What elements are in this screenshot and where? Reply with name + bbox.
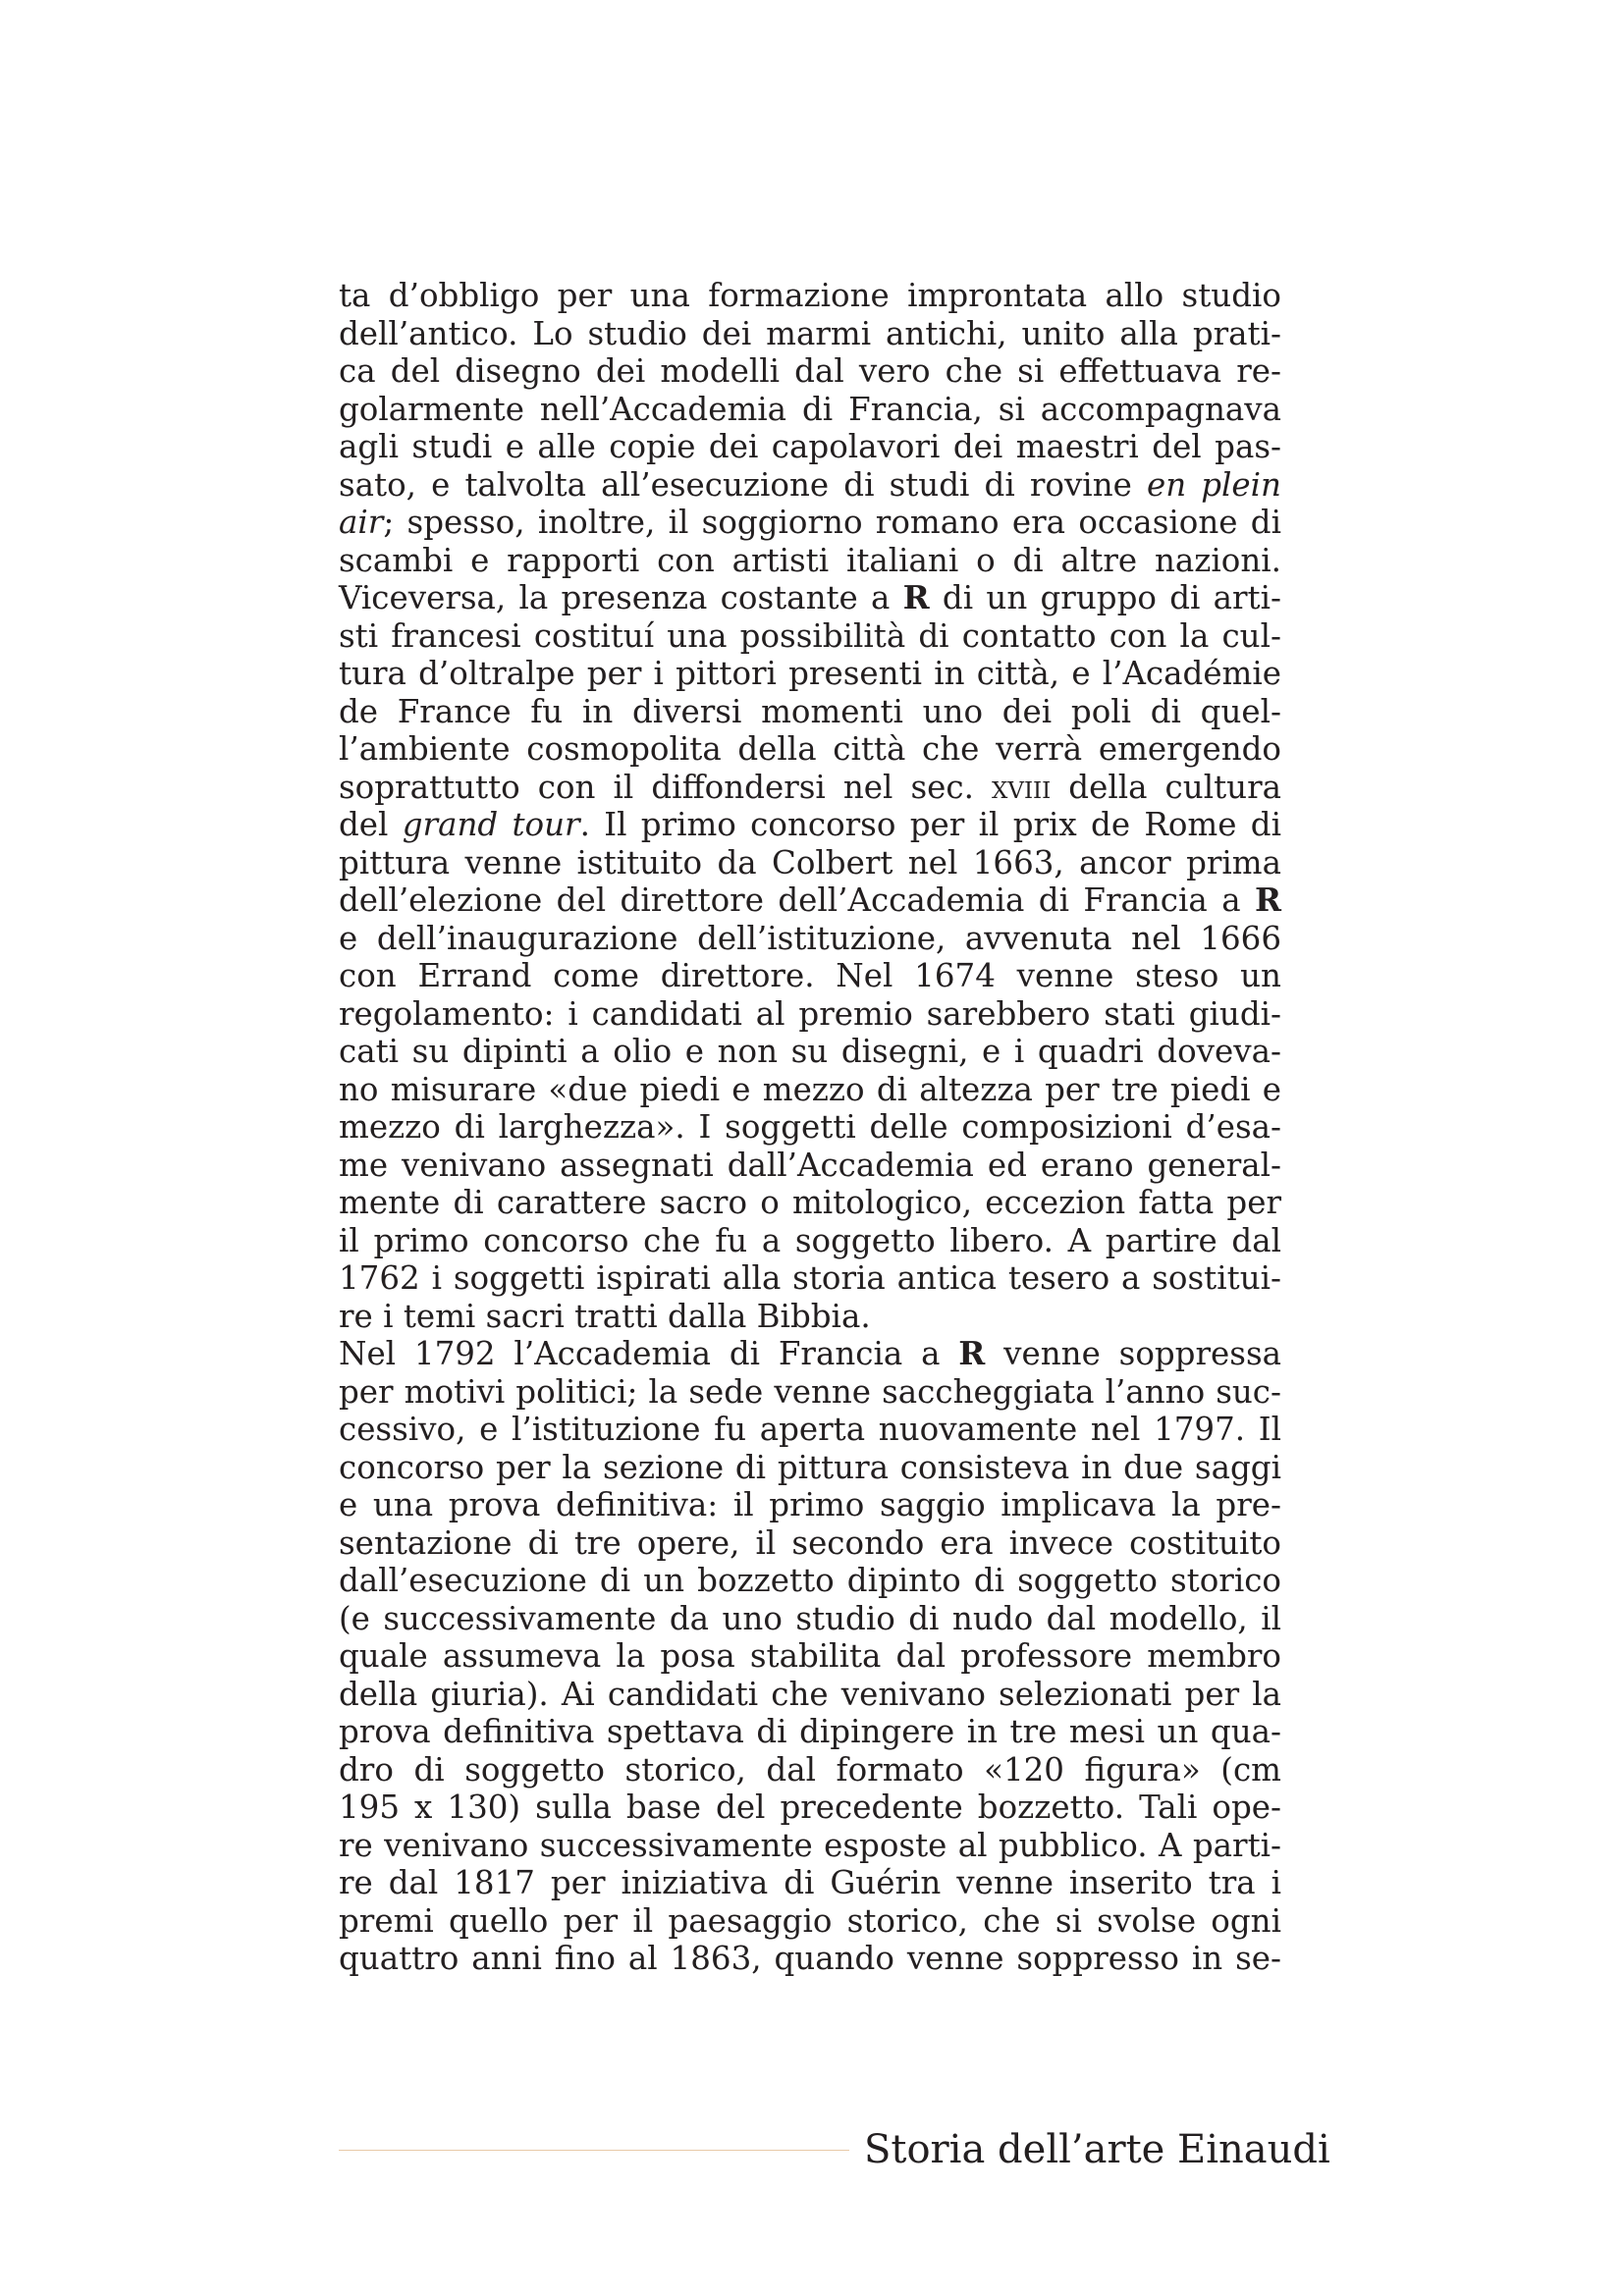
text-line: golarmente nell’Accademia di Francia, si accompagnava [339,390,1281,428]
text-line: soprattutto con il diffondersi nel sec. xviii della cultura [339,768,1281,806]
body-text [339,277,1281,1978]
text-line: re venivano successivamente esposte al pubblico. A parti- [339,1826,1281,1864]
text-line: regolamento: i candidati al premio sarebbero stati giudi- [339,994,1281,1033]
text-line: pittura venne istituito da Colbert nel 1663, ancor prima [339,843,1281,881]
text-line: sti francesi costituí una possibilità di contatto con la cul- [339,616,1281,655]
text-line: e dell’inaugurazione dell’istituzione, avvenuta nel 1666 [339,919,1281,957]
cross-reference-r: R [1254,881,1281,919]
italic-phrase: grand tour [402,806,580,843]
text-line: 195 x 130) sulla base del precedente bozzetto. Tali ope- [339,1789,1281,1826]
text-line: il primo concorso che fu a soggetto libero. A partire dal [339,1221,1281,1259]
text-line: sentazione di tre opere, il secondo era invece costituito [339,1523,1281,1562]
text-line: Nel 1792 l’Accademia di Francia a R venne soppressa [339,1334,1281,1372]
italic-phrase: air [339,504,384,541]
text-line: mezzo di larghezza». I soggetti delle composizioni d’esa- [339,1108,1281,1146]
text-line: sato, e talvolta all’esecuzione di studi di rovine en plein [339,465,1281,504]
cross-reference-r: R [902,578,930,616]
text-line: concorso per la sezione di pittura consisteva in due saggi [339,1448,1281,1486]
footer-rule [339,2150,849,2151]
text-line: air; spesso, inoltre, il soggiorno romano era occasione di [339,504,1281,541]
text-line: no misurare «due piedi e mezzo di altezza per tre piedi e [339,1070,1281,1108]
text-line: l’ambiente cosmopolita della città che verrà emergendo [339,730,1281,768]
text-line: scambi e rapporti con artisti italiani o di altre nazioni. [339,541,1281,579]
text-line: ta d’obbligo per una formazione improntata allo studio [339,277,1281,314]
small-caps-century: xviii [991,768,1052,806]
text-line: 1762 i soggetti ispirati alla storia antica tesero a sostitui- [339,1259,1281,1297]
text-line: premi quello per il paesaggio storico, che si svolse ogni [339,1901,1281,1940]
text-line: (e successivamente da uno studio di nudo dal modello, il [339,1599,1281,1637]
text-line: dall’esecuzione di un bozzetto dipinto di soggetto storico [339,1562,1281,1599]
text-line: Viceversa, la presenza costante a R di un gruppo di arti- [339,578,1281,616]
footer-title: Storia dell’arte Einaudi [864,2127,1330,2172]
text-line: quattro anni fino al 1863, quando venne soppresso in se- [339,1940,1281,1977]
text-line: quale assumeva la posa stabilita dal professore membro [339,1637,1281,1675]
text-line: per motivi politici; la sede venne saccheggiata l’anno suc- [339,1372,1281,1411]
text-line: prova definitiva spettava di dipingere in tre mesi un qua- [339,1713,1281,1750]
text-line: ca del disegno dei modelli dal vero che si effettuava re- [339,352,1281,390]
text-line: cessivo, e l’istituzione fu aperta nuovamente nel 1797. Il [339,1411,1281,1448]
text-line: dell’antico. Lo studio dei marmi antichi, unito alla prati- [339,314,1281,352]
text-line: della giuria). Ai candidati che venivano selezionati per la [339,1675,1281,1713]
text-line: tura d’oltralpe per i pittori presenti in città, e l’Académie [339,655,1281,692]
text-line: del grand tour. Il primo concorso per il prix de Rome di [339,806,1281,843]
text-line: re i temi sacri tratti dalla Bibbia. [339,1297,871,1335]
text-line: con Errand come direttore. Nel 1674 venne steso un [339,957,1281,994]
text-line: me venivano assegnati dall’Accademia ed erano general- [339,1146,1281,1184]
italic-phrase: en plein [1146,465,1281,504]
cross-reference-r: R [958,1334,986,1372]
text-line: mente di carattere sacro o mitologico, eccezion fatta per [339,1184,1281,1221]
text-line: dell’elezione del direttore dell’Accademia di Francia a R [339,881,1281,919]
text-line: agli studi e alle copie dei capolavori dei maestri del pas- [339,428,1281,465]
text-line: dro di soggetto storico, dal formato «120 figura» (cm [339,1750,1281,1789]
text-line: cati su dipinti a olio e non su disegni, e i quadri doveva- [339,1033,1281,1070]
text-line: e una prova definitiva: il primo saggio implicava la pre- [339,1486,1281,1523]
text-line: de France fu in diversi momenti uno dei poli di quel- [339,692,1281,730]
text-line: re dal 1817 per iniziativa di Guérin venne inserito tra i [339,1864,1281,1901]
